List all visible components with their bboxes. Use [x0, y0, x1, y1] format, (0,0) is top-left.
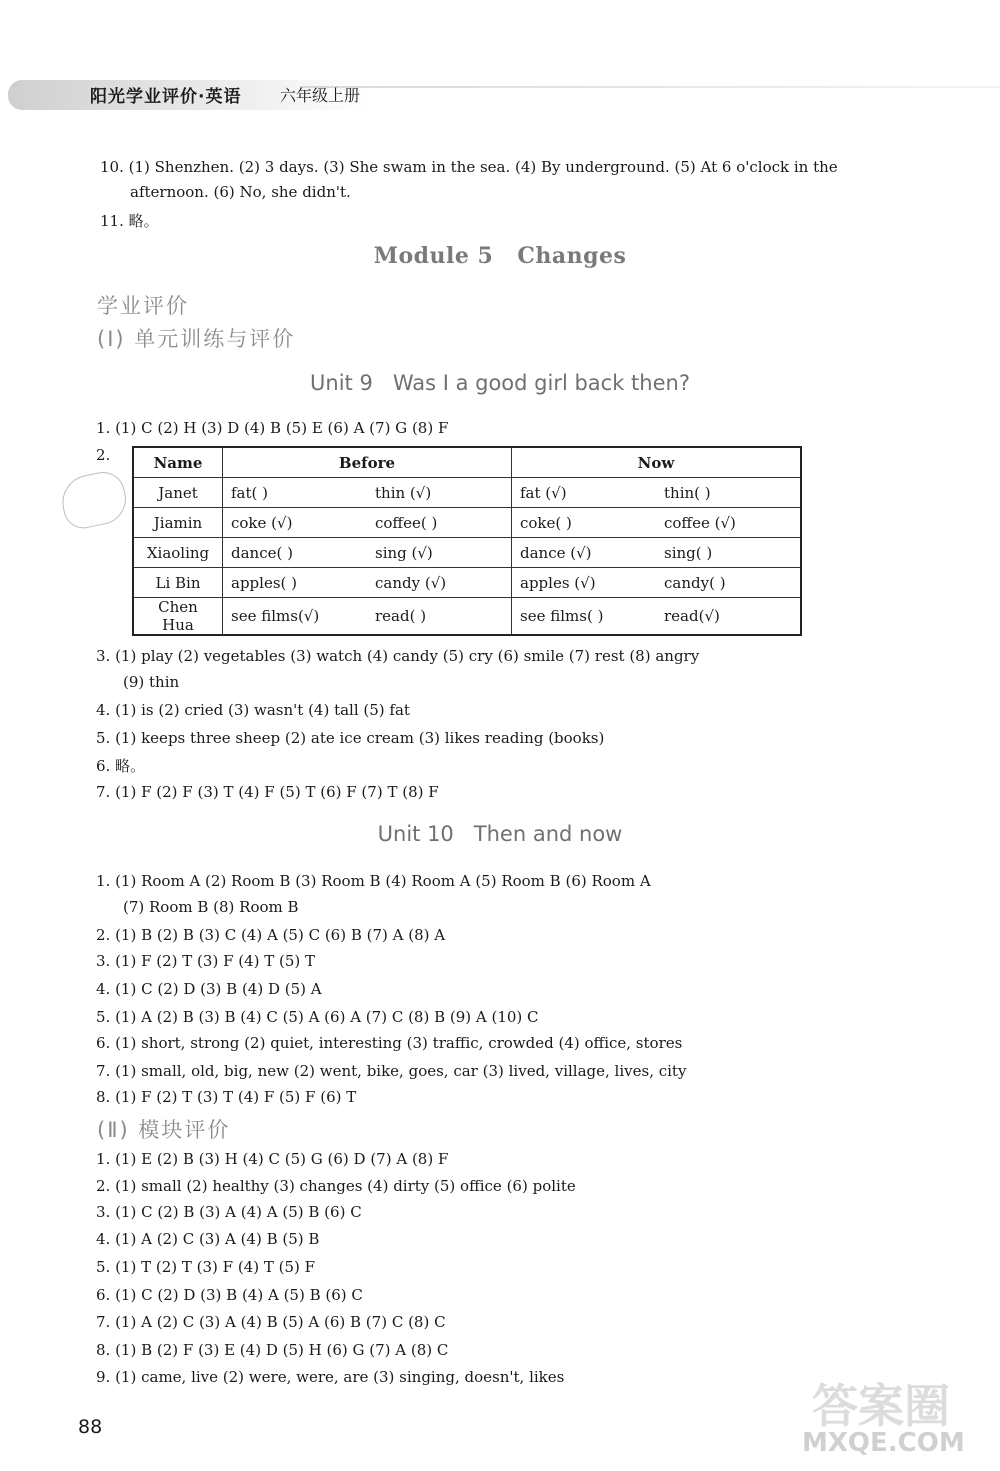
- book-grade: 六年级上册: [280, 86, 361, 105]
- u9-answer-4: 4. (1) is (2) cried (3) wasn't (4) tall (5) fat: [96, 701, 410, 719]
- p2-answer-1: 1. (1) E (2) B (3) H (4) C (5) G (6) D (7) A (8) F: [96, 1150, 449, 1168]
- p2-answer-6: 6. (1) C (2) D (3) B (4) A (5) B (6) C: [96, 1286, 363, 1304]
- u10-answer-5: 5. (1) A (2) B (3) B (4) C (5) A (6) A (7) C (8) B (9) A (10) C: [96, 1008, 539, 1026]
- table-cell: coke (√): [223, 508, 368, 538]
- watermark-logo-glyphs: 答案圈: [812, 1379, 950, 1433]
- table-cell: see films( ): [512, 598, 657, 636]
- table-cell: apples( ): [223, 568, 368, 598]
- site-watermark: [790, 1366, 990, 1466]
- u9-answer-6: 6. 略。: [96, 757, 146, 775]
- table-cell: see films(√): [223, 598, 368, 636]
- table-cell: dance (√): [512, 538, 657, 568]
- table-header: Before: [223, 447, 512, 478]
- table-header: Now: [512, 447, 802, 478]
- p2-answer-8: 8. (1) B (2) F (3) E (4) D (5) H (6) G (7) A (8) C: [96, 1341, 449, 1359]
- table-cell-name: Li Bin: [133, 568, 223, 598]
- u10-answer-7: 7. (1) small, old, big, new (2) went, bike, goes, car (3) lived, village, lives, city: [96, 1062, 687, 1080]
- u10-answer-6: 6. (1) short, strong (2) quiet, interesting (3) traffic, crowded (4) office, stores: [96, 1034, 683, 1052]
- u10-answer-1a: 1. (1) Room A (2) Room B (3) Room B (4) Room A (5) Room B (6) Room A: [96, 872, 651, 890]
- p2-answer-7: 7. (1) A (2) C (3) A (4) B (5) A (6) B (7) C (8) C: [96, 1313, 446, 1331]
- section-heading-main: 学业评价: [97, 294, 189, 318]
- header-rule: [300, 86, 1000, 88]
- table-cell: thin (√): [367, 478, 512, 508]
- table-row: [133, 568, 801, 598]
- section-heading-part1: (Ⅰ) 单元训练与评价: [97, 327, 296, 351]
- table-row: [133, 478, 801, 508]
- u9-answer-5: 5. (1) keeps three sheep (2) ate ice cream (3) likes reading (books): [96, 729, 605, 747]
- unit10-title: [0, 822, 1000, 846]
- u9-answer-7: 7. (1) F (2) F (3) T (4) F (5) T (6) F (7) T (8) F: [96, 783, 439, 801]
- u10-answer-1b: (7) Room B (8) Room B: [123, 898, 299, 916]
- table-row: [133, 508, 801, 538]
- table-header: Name: [133, 447, 223, 478]
- table-cell-name: Chen Hua: [133, 598, 223, 636]
- u10-answer-2: 2. (1) B (2) B (3) C (4) A (5) C (6) B (7) A (8) A: [96, 926, 446, 944]
- answer-line-prev-11: 11. 略。: [100, 212, 159, 230]
- book-title: 阳光学业评价·英语: [90, 87, 242, 107]
- unit10-name: Then and now: [473, 822, 623, 846]
- u9-answer-2-label: 2.: [96, 446, 111, 464]
- table-row: [133, 598, 801, 636]
- u9-answer-3b: (9) thin: [123, 673, 180, 691]
- page-header: [0, 62, 1000, 126]
- table-cell: sing( ): [656, 538, 801, 568]
- p2-answer-5: 5. (1) T (2) T (3) F (4) T (5) F: [96, 1258, 316, 1276]
- watermark-site-text: MXQE.COM: [802, 1428, 965, 1458]
- table-cell: candy( ): [656, 568, 801, 598]
- table-cell: coffee( ): [367, 508, 512, 538]
- table-cell: candy (√): [367, 568, 512, 598]
- p2-answer-9: 9. (1) came, live (2) were, were, are (3) singing, doesn't, likes: [96, 1368, 565, 1386]
- faint-stamp-mark: [57, 468, 130, 532]
- module-number: Module 5: [373, 243, 494, 269]
- unit9-title: [0, 371, 1000, 395]
- u9-answer-1: 1. (1) C (2) H (3) D (4) B (5) E (6) A (7) G (8) F: [96, 419, 449, 437]
- u9-answer-table: [132, 446, 802, 636]
- table-cell: coke( ): [512, 508, 657, 538]
- table-cell: read(√): [656, 598, 801, 636]
- u10-answer-4: 4. (1) C (2) D (3) B (4) D (5) A: [96, 980, 322, 998]
- table-cell: read( ): [367, 598, 512, 636]
- module-name: Changes: [517, 243, 627, 269]
- table-header-row: [133, 447, 801, 478]
- module-title: [0, 243, 1000, 269]
- u9-answer-3a: 3. (1) play (2) vegetables (3) watch (4) candy (5) cry (6) smile (7) rest (8) angry: [96, 647, 700, 665]
- table-cell: thin( ): [656, 478, 801, 508]
- table-row: [133, 538, 801, 568]
- p2-answer-2: 2. (1) small (2) healthy (3) changes (4) dirty (5) office (6) polite: [96, 1177, 576, 1195]
- unit9-name: Was I a good girl back then?: [392, 371, 690, 395]
- unit10-number: Unit 10: [377, 822, 454, 846]
- table-cell: fat( ): [223, 478, 368, 508]
- answer-line-prev-10b: afternoon. (6) No, she didn't.: [130, 183, 351, 201]
- table-cell: sing (√): [367, 538, 512, 568]
- answer-line-prev-10a: 10. (1) Shenzhen. (2) 3 days. (3) She swam in the sea. (4) By underground. (5) At 6 o'clock in the: [100, 158, 838, 176]
- page-number: 88: [78, 1416, 103, 1438]
- table-cell: coffee (√): [656, 508, 801, 538]
- u10-answer-3: 3. (1) F (2) T (3) F (4) T (5) T: [96, 952, 316, 970]
- table-cell-name: Janet: [133, 478, 223, 508]
- u10-answer-8: 8. (1) F (2) T (3) T (4) F (5) F (6) T: [96, 1088, 357, 1106]
- p2-answer-4: 4. (1) A (2) C (3) A (4) B (5) B: [96, 1230, 320, 1248]
- table-cell-name: Jiamin: [133, 508, 223, 538]
- table-cell: apples (√): [512, 568, 657, 598]
- unit9-number: Unit 9: [310, 371, 373, 395]
- table-cell: dance( ): [223, 538, 368, 568]
- table-cell: fat (√): [512, 478, 657, 508]
- table-cell-name: Xiaoling: [133, 538, 223, 568]
- section-heading-part2: (Ⅱ) 模块评价: [97, 1118, 231, 1142]
- p2-answer-3: 3. (1) C (2) B (3) A (4) A (5) B (6) C: [96, 1203, 362, 1221]
